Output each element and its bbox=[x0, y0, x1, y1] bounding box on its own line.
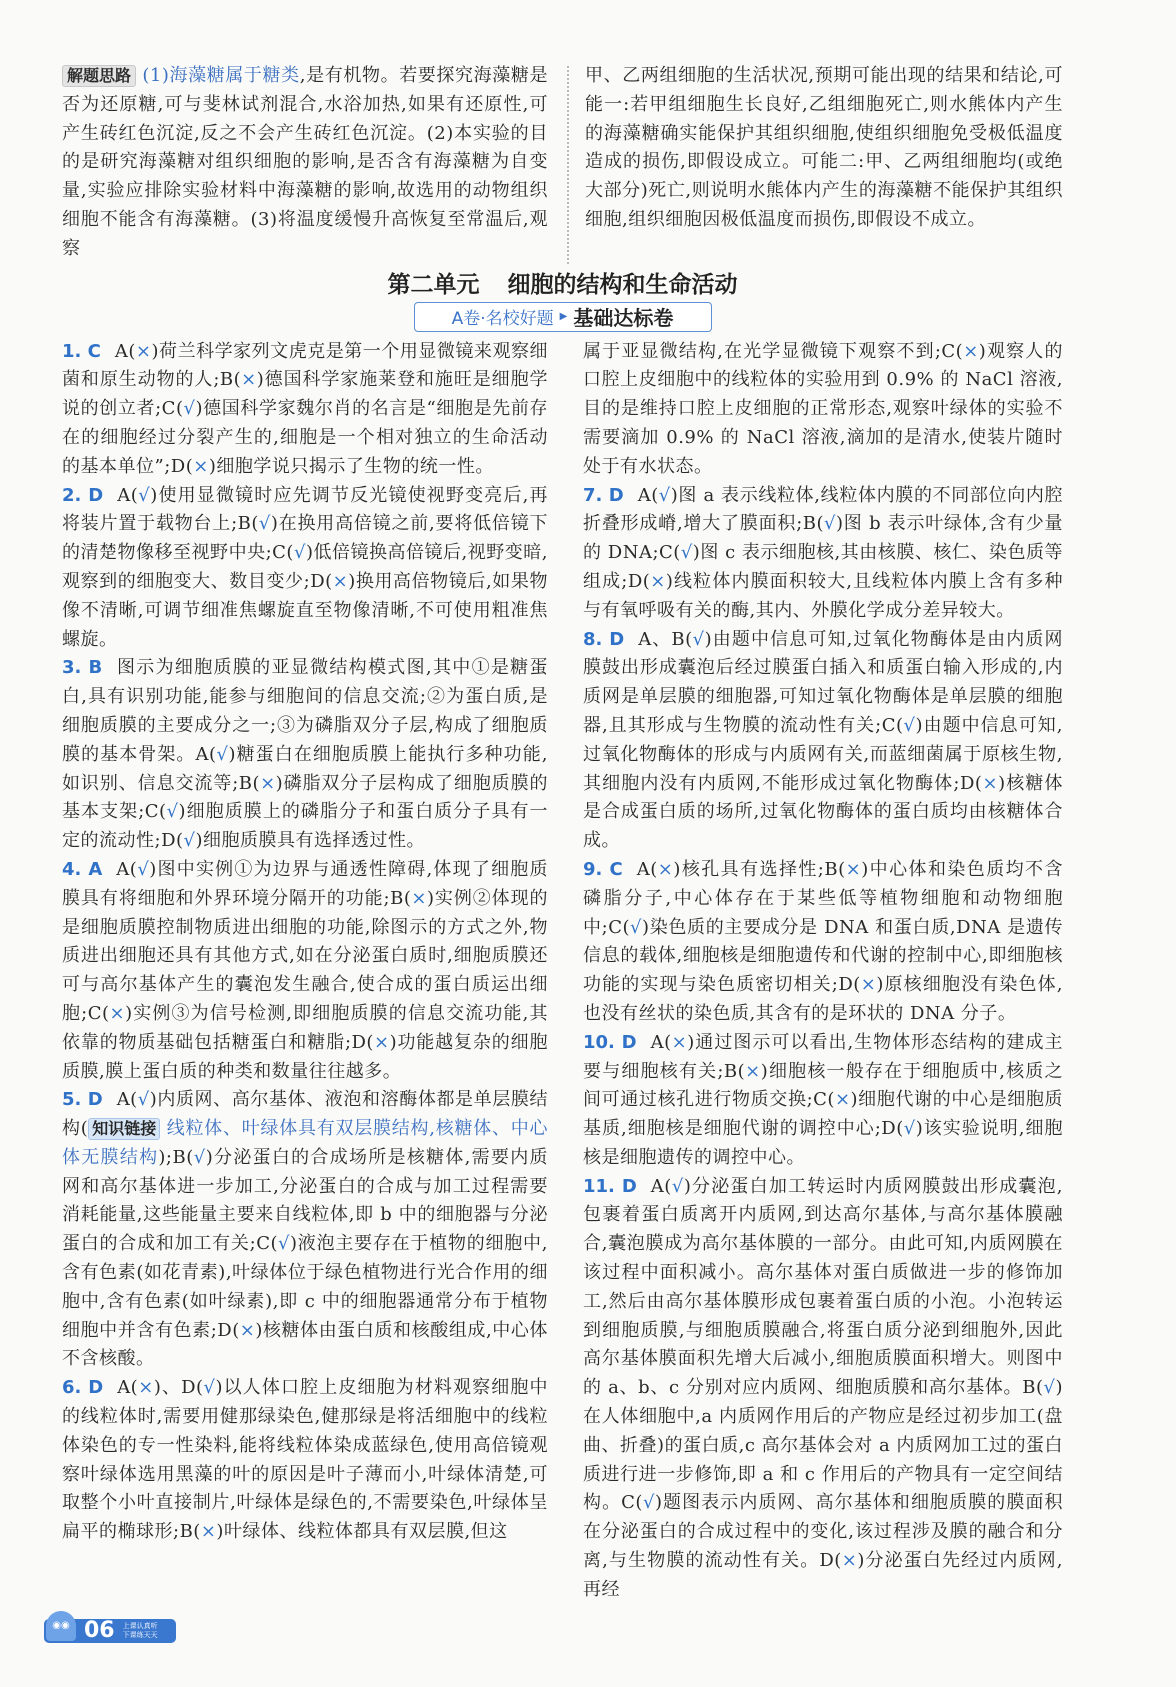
answer-columns bbox=[62, 338, 1063, 1605]
slogan-line-2: 下课练天天 bbox=[122, 1630, 158, 1639]
item-text: A(√)内质网、高尔基体、液泡和溶酶体都是单层膜结构( bbox=[62, 1089, 548, 1140]
answer-item bbox=[583, 482, 1063, 626]
item-text: A(√)图 a 表示线粒体,线粒体内膜的不同部位向内腔折叠形成嵴,增大了膜面积;B(√)图 b 表示叶绿体,含有少量的 DNA;C(√)图 c 表示细胞核,其由核膜、核仁、染色质等组成;D(×)线粒体内膜面积较大,且线粒体内膜上含有多种与有氧呼吸有关的酶,其内、外膜化学成分差异较大。 bbox=[583, 484, 1063, 621]
mark-icon: √ bbox=[692, 628, 705, 650]
mark-icon: × bbox=[135, 340, 152, 362]
mark-icon: √ bbox=[138, 484, 151, 506]
mark-icon: × bbox=[332, 570, 349, 592]
mark-icon: × bbox=[260, 772, 276, 794]
unit-number: 第二单元 bbox=[387, 271, 480, 298]
item-text: A(√)分泌蛋白加工转运时内质网膜鼓出形成囊泡,包裹着蛋白质离开内质网,到达高尔基体,与高尔基体膜融合,囊泡膜成为高尔基体膜的一部分。由此可知,内质网膜在该过程中面积减小。高尔基体对蛋白质做进一步的修饰加工,然后由高尔基体膜形成包裹着蛋白质的小泡。小泡转运到细胞质膜,与细胞质膜融合,将蛋白质分泌到细胞外,因此高尔基体膜面积先增大后减小,细胞质膜面积增大。则图中的 a、b、c 分别对应内质网、细胞质膜和高尔基体。B(√)在人体细胞中,a 内质网作用后的产物应是经过初步加工(盘曲、折叠)的蛋白质,c 高尔基体会对 a 内质网加工过的蛋白质进行进一步修饰,即 a 和 c 作用后的产物具有一定空间结构。C(√)题图表示内质网、高尔基体和细胞质膜的膜面积在分泌蛋白的合成过程中的变化,该过程涉及膜的融合和分离,与生物膜的流动性有关。D(×)分泌蛋白先经过内质网,再经 bbox=[583, 1175, 1063, 1600]
page-footer bbox=[44, 1619, 176, 1643]
knowledge-link-label: 知识链接 bbox=[88, 1118, 160, 1140]
mark-icon: √ bbox=[258, 513, 271, 535]
item-text: A、B(√)由题中信息可知,过氧化物酶体是由内质网膜鼓出形成囊泡后经过膜蛋白插入和质蛋白输入形成的,内质网是单层膜的细胞器,可知过氧化物酶体是单层膜的细胞器,且其形成与生物膜的流动性有关;C(√)由题中信息可知,过氧化物酶体的形成与内质网有关,而蓝细菌属于原核生物,其细胞内没有内质网,不能形成过氧化物酶体;D(×)核糖体是合成蛋白质的场所,过氧化物酶体的蛋白质均由核糖体合成。 bbox=[583, 628, 1064, 852]
answer-item bbox=[62, 1374, 548, 1547]
solution-highlight: (1)海藻糖属于糖类 bbox=[142, 65, 300, 86]
left-column bbox=[62, 338, 548, 1605]
mark-icon: × bbox=[982, 772, 999, 794]
badge-row bbox=[62, 302, 1063, 332]
item-number: 6. D bbox=[62, 1377, 104, 1399]
mark-icon: × bbox=[650, 570, 666, 592]
mark-icon: × bbox=[671, 1031, 688, 1053]
item-number: 2. D bbox=[62, 484, 104, 506]
item-number: 1. C bbox=[62, 340, 101, 362]
item-number: 7. D bbox=[583, 484, 624, 506]
item-number: 8. D bbox=[583, 628, 625, 650]
footer-slogan bbox=[123, 1622, 158, 1640]
unit-name: 细胞的结构和生命活动 bbox=[507, 271, 738, 298]
item-number: 3. B bbox=[62, 657, 103, 679]
solution-text: ,是有机物。若要探究海藻糖是否为还原糖,可与斐林试剂混合,水浴加热,如果有还原性,可产生砖红色沉淀,反之不会产生砖红色沉淀。(2)本实验的目的是研究海藻糖对组织细胞的影响,是否含有海藻糖为自变量,实验应排除实验材料中海藻糖的影响,故选用的动物组织细胞不能含有海藻糖。(3)将温度缓慢升高恢复至常温后,观察 bbox=[62, 65, 548, 259]
answer-item bbox=[583, 856, 1063, 1029]
slogan-line-1: 上课认真听 bbox=[122, 1621, 158, 1630]
mark-icon: × bbox=[860, 974, 877, 996]
item-text: A(√)使用显微镜时应先调节反光镜使视野变亮后,再将装片置于载物台上;B(√)在换用高倍镜之前,要将低倍镜下的清楚物像移至视野中央;C(√)低倍镜换高倍镜后,视野变暗,观察到的细胞变大、数目变少;D(×)换用高倍物镜后,如果物像不清晰,可调节细准焦螺旋直至物像清晰,不可使用粗准焦螺旋。 bbox=[62, 484, 549, 650]
answer-item bbox=[583, 1173, 1063, 1605]
mark-icon: × bbox=[745, 1060, 761, 1082]
solution-text-cont: 甲、乙两组细胞的生活状况,预期可能出现的结果和结论,可能一:若甲组细胞生长良好,乙组细胞死亡,则水熊体内产生的海藻糖确实能保护其组织细胞,使组织细胞免受极低温度造成的损伤,即假设成立。可能二:甲、乙两组细胞均(或绝大部分)死亡,则说明水熊体内产生的海藻糖不能保护其组织细胞,组织细胞因极低温度而损伤,即假设不成立。 bbox=[585, 65, 1063, 230]
mark-icon: × bbox=[834, 1089, 851, 1111]
mark-icon: √ bbox=[642, 1492, 655, 1514]
paper-badge bbox=[414, 302, 712, 332]
column-divider bbox=[567, 66, 569, 264]
mark-icon: × bbox=[239, 1319, 256, 1341]
mark-icon: √ bbox=[203, 1377, 216, 1399]
mark-icon: × bbox=[373, 1031, 390, 1053]
mark-icon: × bbox=[109, 1002, 126, 1024]
item-text: 图示为细胞质膜的亚显微结构模式图,其中①是糖蛋白,具有识别功能,能参与细胞间的信息交流;②为蛋白质,是细胞质膜的主要成分之一;③为磷脂双分子层,构成了细胞质膜的基本骨架。A(√)糖蛋白在细胞质膜上能执行多种功能,如识别、信息交流等;B(×)磷脂双分子层构成了细胞质膜的基本支架;C(√)细胞质膜上的磷脂分子和蛋白质分子具有一定的流动性;D(√)细胞质膜具有选择透过性。 bbox=[62, 657, 548, 852]
mark-icon: √ bbox=[216, 743, 229, 765]
mark-icon: √ bbox=[630, 916, 643, 938]
mark-icon: √ bbox=[658, 484, 671, 506]
mark-icon: √ bbox=[278, 1233, 291, 1255]
unit-title bbox=[62, 270, 1063, 300]
badge-left: A卷·名校好题 bbox=[451, 309, 554, 330]
page-number: 06 bbox=[84, 1618, 115, 1644]
mark-icon: × bbox=[411, 887, 427, 909]
answer-item bbox=[583, 1029, 1063, 1173]
answer-item bbox=[62, 338, 548, 482]
answer-item bbox=[583, 626, 1063, 856]
knowledge-link-text: 线粒体、叶绿体具有双层膜结构,核糖体、中心体无膜结构 bbox=[62, 1118, 548, 1168]
mark-icon: × bbox=[963, 340, 979, 362]
item-number: 4. A bbox=[62, 858, 103, 880]
item-text: A(×)通过图示可以看出,生物体形态结构的建成主要与细胞核有关;B(×)细胞核一般存在于细胞质中,核质之间可通过核孔进行物质交换;C(×)细胞代谢的中心是细胞质基质,细胞核是细胞代谢的调控中心;D(√)该实验说明,细胞核是细胞遗传的调控中心。 bbox=[583, 1031, 1063, 1168]
mark-icon: √ bbox=[903, 714, 916, 736]
mark-icon: √ bbox=[137, 858, 150, 880]
mark-icon: × bbox=[241, 369, 257, 391]
right-column bbox=[583, 338, 1063, 1605]
mark-icon: √ bbox=[166, 801, 179, 823]
solution-idea-label: 解题思路 bbox=[62, 65, 136, 87]
mark-icon: √ bbox=[903, 1118, 916, 1140]
mark-icon: × bbox=[845, 858, 862, 880]
answer-item bbox=[62, 856, 548, 1086]
mark-icon: √ bbox=[1043, 1377, 1056, 1399]
mark-icon: × bbox=[657, 858, 674, 880]
answer-item bbox=[62, 482, 548, 655]
mark-icon: √ bbox=[293, 542, 306, 564]
item-number: 5. D bbox=[62, 1089, 103, 1111]
badge-right: 基础达标卷 bbox=[573, 306, 674, 331]
item-text: A(√)图中实例①为边界与通透性障碍,体现了细胞质膜具有将细胞和外界环境分隔开的功能;B(×)实例②体现的是细胞质膜控制物质进出细胞的功能,除图示的方式之外,物质进出细胞还具有其他方式,如在分泌蛋白质时,细胞质膜还可与高尔基体产生的囊泡发生融合,使合成的蛋白质运出细胞;C(×)实例③为信号检测,即细胞质膜的信息交流功能,其依靠的物质基础包括糖蛋白和糖脂;D(×)功能越复杂的细胞质膜,膜上蛋白质的种类和数量往往越多。 bbox=[62, 858, 549, 1082]
item-text: A(×)荷兰科学家列文虎克是第一个用显微镜来观察细菌和原生动物的人;B(×)德国科学家施莱登和施旺是细胞学说的创立者;C(√)德国科学家魏尔肖的名言是“细胞是先前存在的细胞经过分裂产生的,细胞是一个相对独立的生命活动的基本单位”;D(×)细胞学说只揭示了生物的统一性。 bbox=[62, 340, 548, 477]
answer-item bbox=[62, 1086, 548, 1374]
item-number: 10. D bbox=[583, 1031, 637, 1053]
item-text: A(×)核孔具有选择性;B(×)中心体和染色质均不含磷脂分子,中心体存在于某些低等植物细胞和动物细胞中;C(√)染色质的主要成分是 DNA 和蛋白质,DNA 是遗传信息的载体,细胞核是细胞遗传和代谢的控制中心,即细胞核功能的实现与染色质密切相关;D(×)原核细胞没有染色体,也没有丝状的染色质,其含有的是环状的 DNA 分子。 bbox=[583, 858, 1063, 1024]
mark-icon: √ bbox=[671, 1175, 684, 1197]
mark-icon: × bbox=[841, 1550, 858, 1572]
mark-icon: × bbox=[193, 455, 209, 477]
mark-icon: √ bbox=[137, 1089, 150, 1111]
item-number: 11. D bbox=[583, 1175, 637, 1197]
triangle-right-icon: ▶ bbox=[559, 311, 568, 323]
solution-idea bbox=[62, 62, 1063, 264]
mark-icon: × bbox=[200, 1521, 217, 1543]
solution-idea-right bbox=[585, 62, 1063, 264]
item-text: 属于亚显微结构,在光学显微镜下观察不到;C(×)观察人的口腔上皮细胞中的线粒体的实验用到 0.9% 的 NaCl 溶液,目的是维持口腔上皮细胞的正常形态,观察叶绿体的实验不需要滴加 0.9% 的 NaCl 溶液,滴加的是清水,使装片随时处于有水状态。 bbox=[583, 340, 1063, 477]
answer-item-continued bbox=[583, 338, 1063, 482]
item-text: A(×)、D(√)以人体口腔上皮细胞为材料观察细胞中的线粒体时,需要用健那绿染色,健那绿是将活细胞中的线粒体染色的专一性染料,能将线粒体染成蓝绿色,使用高倍镜观察叶绿体选用黑藻的叶的原因是叶子薄而小,叶绿体清楚,可取整个小叶直接制片,叶绿体是绿色的,不需要染色,叶绿体呈扁平的椭球形;B(×)叶绿体、线粒体都具有双层膜,但这 bbox=[62, 1377, 548, 1543]
mark-icon: √ bbox=[824, 513, 836, 535]
mark-icon: √ bbox=[183, 398, 196, 420]
answer-item bbox=[62, 654, 548, 856]
item-text: );B(√)分泌蛋白的合成场所是核糖体,需要内质网和高尔基体进一步加工,分泌蛋白的合成与加工过程需要消耗能量,这些能量主要来自线粒体,即 b 中的细胞器与分泌蛋白的合成和加工有关;C(√)液泡主要存在于植物的细胞中,含有色素(如花青素),叶绿体位于绿色植物进行光合作用的细胞中,含有色素(如叶绿素),即 c 中的细胞器通常分布于植物细胞中并含有色素;D(×)核糖体由蛋白质和核酸组成,中心体不含核酸。 bbox=[62, 1146, 549, 1370]
mark-icon: √ bbox=[680, 542, 693, 564]
mark-icon: × bbox=[138, 1377, 154, 1399]
mascot-logo-icon: ◉◉ bbox=[46, 1611, 76, 1641]
item-number: 9. C bbox=[583, 858, 623, 880]
mark-icon: √ bbox=[183, 830, 196, 852]
solution-idea-left bbox=[62, 62, 548, 264]
mark-icon: √ bbox=[193, 1146, 206, 1168]
